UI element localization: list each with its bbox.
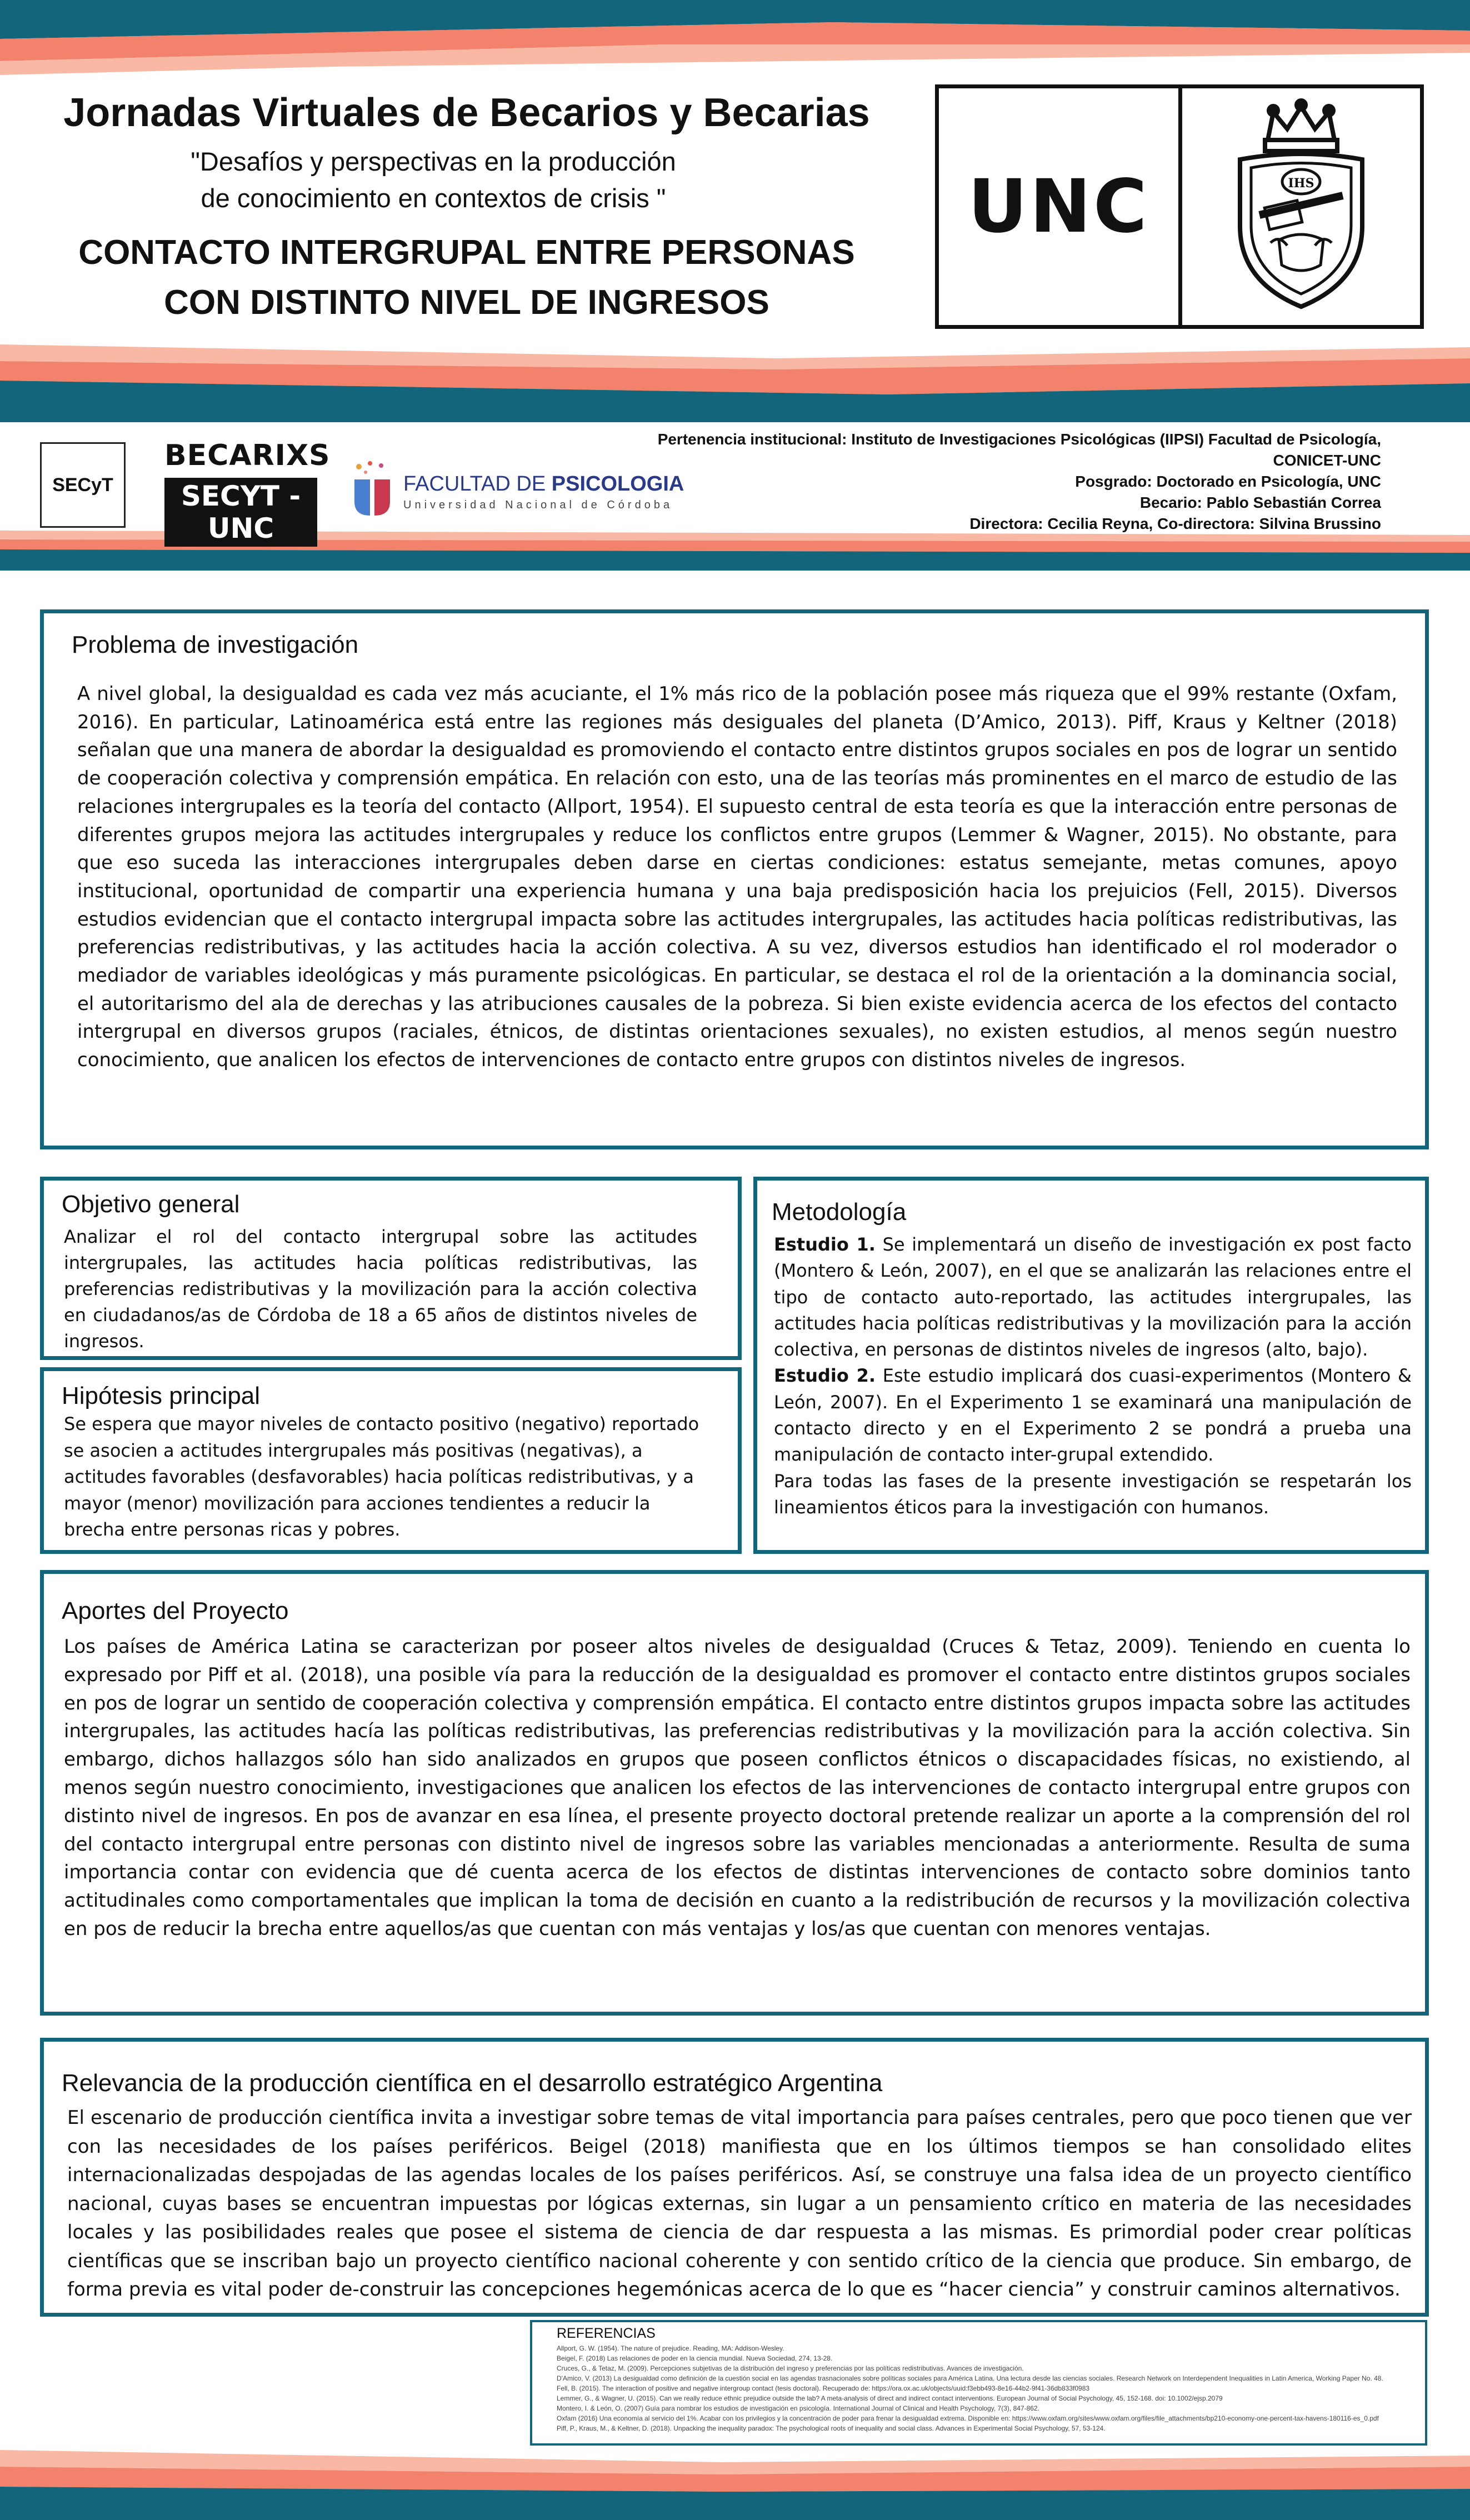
footer-stripes [0,2450,1470,2520]
conference-title: Jornadas Virtuales de Becarios y Becarias [63,91,870,135]
panel-hipotesis-title: Hipótesis principal [62,1382,261,1409]
panel-metodologia [753,1177,1429,1554]
poster-title-line-1: CONTACTO INTERGRUPAL ENTRE PERSONAS [78,233,855,272]
panel-hipotesis-text: Se espera que mayor niveles de contacto positivo (negativo) reportado se asocien a actitudes intergrupales más positivas (negativas), a actitudes favorables (desfavorables) hacia políticas redistributivas, y a mayor (menor) movilización para acciones tendientes a reducir la brecha entre personas ricas y pobres. [64,1413,699,1540]
becarixs-logo-line-1: BECARIXS [164,439,331,472]
panel-aportes [40,1570,1429,2016]
metodologia-estudio-1-label: Estudio 1. [774,1234,876,1255]
unc-crest-cell [1182,88,1420,325]
panel-objetivo-title: Objetivo general [62,1191,240,1218]
metodologia-estudio-2-text: Este estudio implicará dos cuasi-experimentos (Montero & León, 2007). En el Experimento 1 se examinará una manipulación de contacto directo y en el Experimento 2 se pondrá a prueba una manipulación de contacto inter-grupal extendido. [774,1365,1412,1466]
reference-item: Oxfam (2016) Una economía al servicio del 1%. Acabar con los privilegios y la concentración de poder para frenar la desigualdad extrema. Disponible en: https://www.oxfam.org/sites/www.oxfam.org/files/file_attachments/bp210-economy-one-percent-tax-havens-180116-es_0.pdf [557,2414,1379,2422]
panel-problema-text: A nivel global, la desigualdad es cada vez más acuciante, el 1% más rico de la población posee más riqueza que el 99% restante (Oxfam, 2016). En particular, Latinoamérica está entre las regiones más desiguales del planeta (D’Amico, 2013). Piff, Kraus y Keltner (2018) señalan que una manera de abordar la desigualdad es promoviendo el contacto entre distintos grupos sociales en pos de lograr un sentido de cooperación colectiva y comprensión empática. En relación con esto, una de las teorías más prominentes en el marco de estudio de las relaciones intergrupales es la teoría del contacto (Allport, 1954). El supuesto central de esta teoría es que la interacción entre personas de diferentes grupos mejora las actitudes intergrupales y reduce los conflictos entre grupos (Lemmer & Wagner, 2015). No obstante, para que eso suceda las interacciones intergrupales deben darse en ciertas condiciones: estatus semejante, metas comunes, apoyo institucional, oportunidad de compartir una experiencia humana y una baja predisposición hacia los prejuicios (Fell, 2015). Diversos estudios evidencian que el contacto intergrupal impacta sobre las actitudes intergrupales, las actitudes hacia políticas redistributivas, las preferencias redistributivas, y las actitudes hacia la acción colectiva. A su vez, diversos estudios han identificado el rol moderador o mediador de variables ideológicas y más puramente psicológicas. En particular, se destaca el rol de la orientación a la dominancia social, el autoritarismo del ala de derechas y las atribuciones causales de la pobreza. Si bien existe evidencia acerca de los efectos del contacto intergrupal en diversos grupos (raciales, étnicos, de distintas orientaciones sexuales), no existen estudios, al menos según nuestro conocimiento, que analicen los efectos de intervenciones de contacto entre grupos con distintos niveles de ingresos. [77,683,1397,1072]
reference-item: D'Amico, V. (2013) La desigualdad como definición de la cuestión social en las agendas trasnacionales sobre políticas sociales para América Latina. Una lectura desde las ciencias sociales. Research Network on Interdependent Inequalities in Latin America, Working Paper No. 48. [557,2374,1383,2382]
panel-relevancia-title: Relevancia de la producción científica en el desarrollo estratégico Argentina [62,2069,883,2097]
subtitle-line-1: "Desafíos y perspectivas en la producción [191,147,676,176]
panel-metodologia-title: Metodología [772,1198,907,1226]
unc-logo-text: UNC [968,164,1149,249]
poster-title-line-2: CON DISTINTO NIVEL DE INGRESOS [164,283,769,322]
panel-aportes-text: Los países de América Latina se caracterizan por poseer altos niveles de desigualdad (Cruces & Tetaz, 2009). Teniendo en cuenta lo expresado por Piff et al. (2018), una posible vía para la reducción de la desigualdad es promover el contacto entre distintos grupos sociales en pos de lograr un sentido de cooperación colectiva y comprensión empática. El contacto entre distintos grupos impacta sobre las actitudes intergrupales, las actitudes hacía las políticas redistributivas, las preferencias redistributivas y la movilización para la acción colectiva. Sin embargo, dichos hallazgos sólo han sido analizados en grupos que poseen conflictos étnicos o discapacidades físicas, no existiendo, al menos según nuestro conocimiento, investigaciones que analicen los efectos de las intervenciones de contacto intergrupal entre grupos con distinto nivel de ingresos. En pos de avanzar en esa línea, el presente proyecto doctoral pretende realizar un aporte a la comprensión del rol del contacto intergrupal entre personas con distinto nivel de ingresos sobre las variables mencionadas a anteriormente. Resulta de suma importancia contar con evidencia que dé cuenta acerca de los efectos de distintas intervenciones de contacto sobre dominios tanto actitudinales como comportamentales que implican la toma de decisión en cuanto a la redistribución de recursos y la movilización colectiva en pos de reducir la brecha entre aquellos/as que cuentan con más ventajas y los/as que cuentan con menores ventajas. [64,1636,1411,1940]
poster-title [33,228,900,328]
header-top-stripes [0,0,1470,83]
panel-objetivo-text: Analizar el rol del contacto intergrupal sobre las actitudes intergrupales, las actitudes hacia políticas redistributivas, las preferencias redistributivas y la movilización para la acción colectiva en ciudadanos/as de Córdoba de 18 a 65 años de distintos niveles de ingresos. [64,1226,697,1352]
header-bottom-stripes [0,333,1470,422]
panel-relevancia-text: El escenario de producción científica invita a investigar sobre temas de vital importancia para países centrales, pero que poco tienen que ver con las necesidades de los países periféricos. Beigel (2018) manifiesta que en los últimos tiempos se han consolidado elites internacionalizadas despojadas de las agendas locales de los países periféricos. Así, se construye una falsa idea de un proyecto científico nacional, cuyas bases se encuentran impuestas por lógicas externas, sin lugar a un pensamiento crítico en materia de las necesidades locales y las posibilidades reales que posee el sistema de ciencia de dar respuesta a las mismas. Es primordial poder crear políticas científicas que se inscriban bajo un proyecto científico nacional coherente y con sentido crítico de la ciencia que produce. Sin embargo, de forma previa es vital poder de-construir las concepciones hegemónicas acerca de lo que es “hacer ciencia” y construir caminos alternativos. [67,2107,1412,2301]
secyt-logo: SECyT [40,442,126,528]
panel-metodologia-text [774,1232,1412,1521]
metodologia-estudio-2-label: Estudio 2. [774,1365,876,1387]
metodologia-estudio-1 [774,1232,1412,1363]
unc-crest-icon [1218,98,1384,315]
panel-problema [40,609,1429,1149]
metodologia-estudio-1-text: Se implementará un diseño de investigación ex post facto (Montero & León, 2007), en el que se analizarán las relaciones entre el tipo de contacto auto-reportado, las actitudes intergrupales, las actitudes hacia políticas redistributivas y la movilización para la acción colectiva, en personas de distintos niveles de ingresos (alto, bajo). [774,1234,1412,1361]
metodologia-estudio-2 [774,1363,1412,1468]
unc-logo [935,84,1424,329]
panel-problema-title: Problema de investigación [72,631,359,658]
institutional-line-5: Directora: Cecilia Reyna, Co-directora: Silvina Brussino [969,515,1381,532]
referencias-title: REFERENCIAS [557,2326,656,2341]
institutional-line-1: Pertenencia institucional: Instituto de Investigaciones Psicológicas (IIPSI) Facultad de Psicología, [657,431,1381,448]
svg-text:IHS: IHS [1288,176,1314,191]
panel-referencias [530,2320,1427,2446]
becarixs-logo-line-2: SECYT -UNC [164,478,317,547]
subtitle-line-2: de conocimiento en contextos de crisis " [201,183,666,213]
panel-objetivo [40,1177,742,1360]
reference-item: Allport, G. W. (1954). The nature of prejudice. Reading, MA: Addison-Wesley. [557,2344,784,2352]
reference-item: Cruces, G., & Tetaz, M. (2009). Percepciones subjetivas de la distribución del ingreso y preferencias por las políticas redistributivas. Avances de investigación. [557,2364,1024,2372]
reference-item: Beigel, F. (2018) Las relaciones de poder en la ciencia mundial. Nueva Sociedad, 274, 13-28. [557,2354,833,2362]
faculty-name-bold: PSICOLOGIA [551,472,684,496]
faculty-emblem-icon [348,460,398,521]
institutional-info [603,429,1381,534]
reference-item: Montero, I. & León, O. (2007) Guía para nombrar los estudios de investigación en psicología. International Journal of Clinical and Health Psychology, 7(3), 847-862. [557,2404,1039,2412]
reference-item: Fell, B. (2015). The interaction of positive and negative intergroup contact (tesis doctoral). Recuperado de: https://ora.ox.ac.uk/objects/uuid:f3ebb493-8e16-44b2-9f41-36db833f0983 [557,2384,1090,2392]
faculty-university: Universidad Nacional de Córdoba [403,499,673,511]
faculty-logo [348,456,684,522]
unc-logo-text-cell [939,88,1182,325]
panel-aportes-title: Aportes del Proyecto [62,1597,289,1624]
reference-item: Lemmer, G., & Wagner, U. (2015). Can we really reduce ethnic prejudice outside the lab? A meta-analysis of direct and indirect contact interventions. European Journal of Social Psychology, 45, 152-168. doi: 10.1002/ejsp.2079 [557,2394,1223,2402]
institutional-line-4: Becario: Pablo Sebastián Correa [1139,494,1381,511]
panel-relevancia [40,2038,1429,2317]
reference-item: Piff, P., Kraus, M., & Keltner, D. (2018). Unpacking the inequality paradox: The psychological roots of inequality and social class. Advances in Experimental Social Psychology, 57, 53-124. [557,2424,1106,2432]
institutional-line-2: CONICET-UNC [1273,452,1381,469]
metodologia-closing: Para todas las fases de la presente investigación se respetarán los lineamientos éticos para la investigación con humanos. [774,1470,1412,1518]
institutional-line-3: Posgrado: Doctorado en Psicología, UNC [1075,473,1381,490]
becarixs-logo [164,439,331,547]
faculty-name-prefix: FACULTAD DE [403,472,552,496]
conference-subtitle [33,143,833,217]
panel-hipotesis [40,1367,742,1554]
